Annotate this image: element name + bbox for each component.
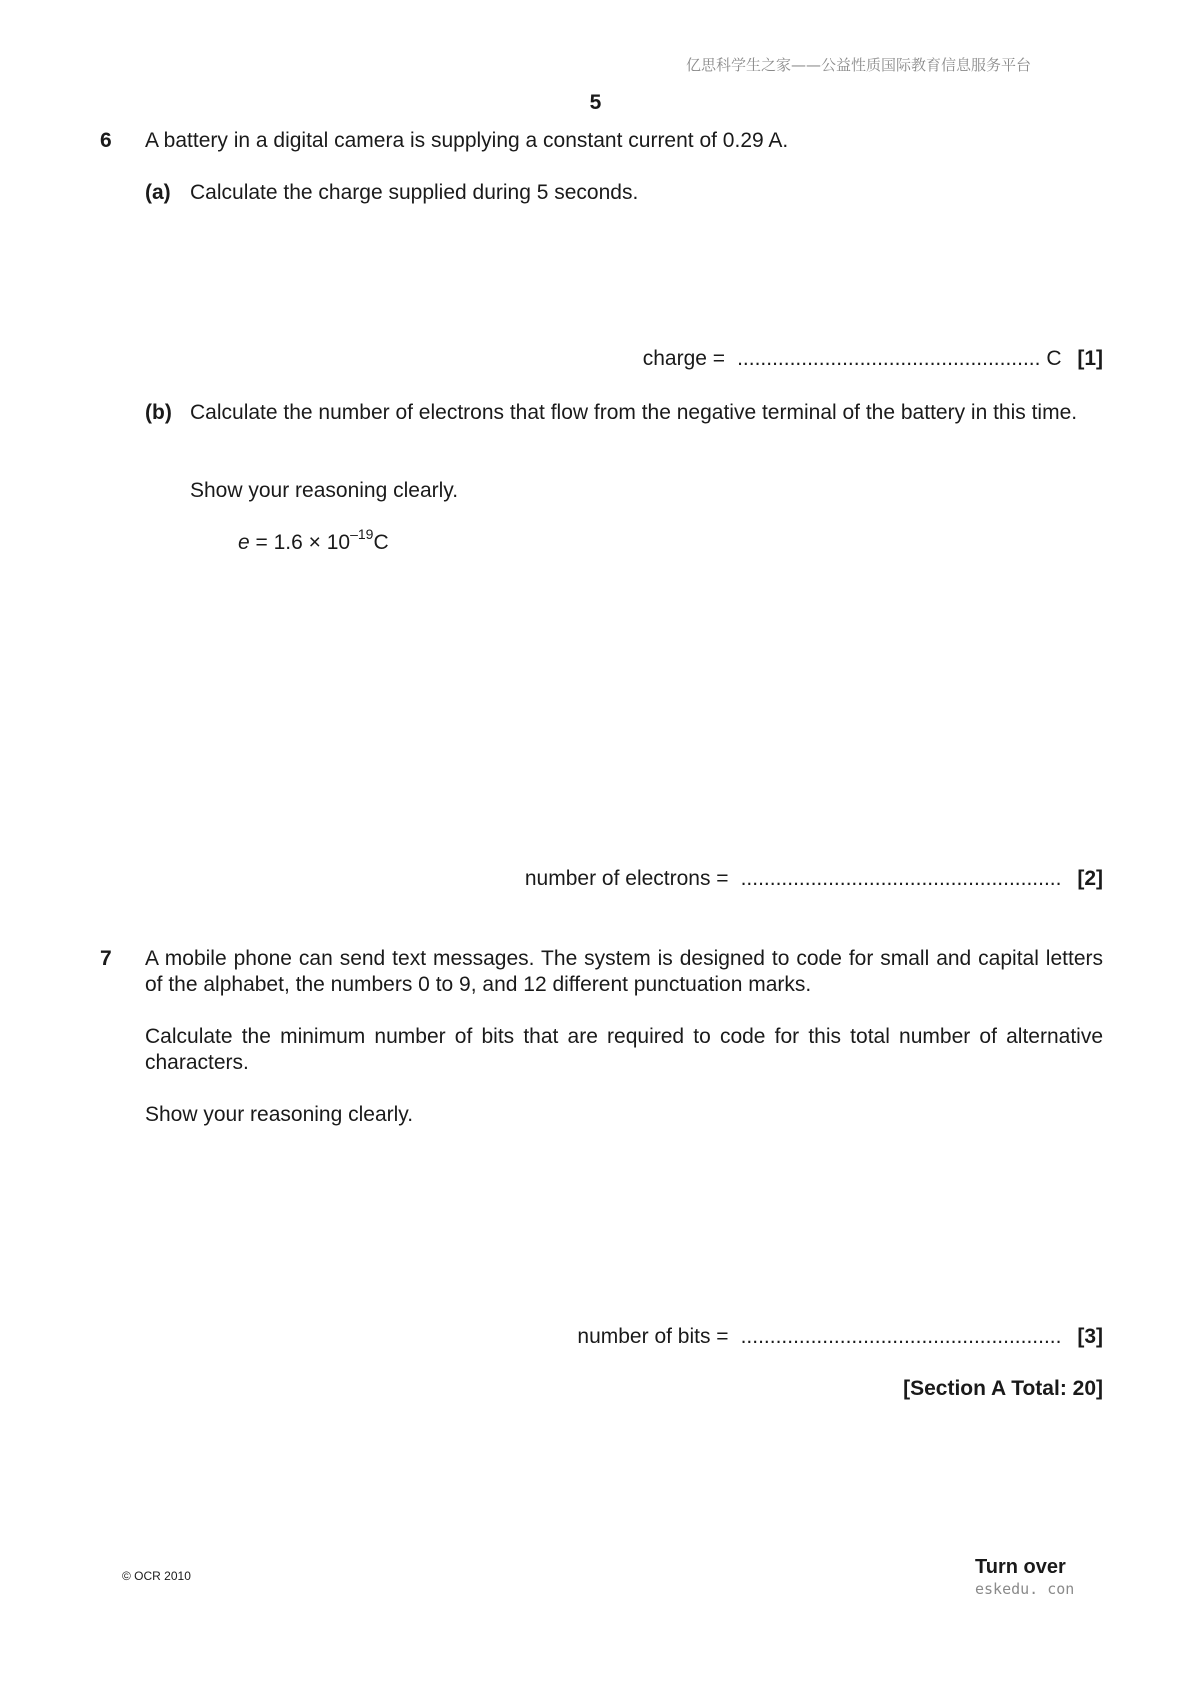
formula-equation: = 1.6 × 10 bbox=[249, 531, 351, 554]
question-6-number: 6 bbox=[100, 129, 112, 152]
question-6a-label: (a) bbox=[145, 181, 171, 204]
answer-dots: ....................................................... bbox=[740, 1325, 1062, 1348]
answer-dots: ....................................................... bbox=[740, 867, 1062, 890]
turn-over: Turn over bbox=[975, 1556, 1066, 1578]
answer-prefix: number of bits = bbox=[577, 1325, 729, 1348]
formula-electron-charge bbox=[238, 526, 389, 556]
question-6b-label: (b) bbox=[145, 401, 172, 424]
formula-variable: e bbox=[238, 531, 250, 554]
marks-badge: [1] bbox=[1077, 347, 1103, 370]
answer-line-charge bbox=[643, 346, 1103, 372]
watermark-bottom: eskedu. con bbox=[975, 1580, 1075, 1598]
marks-badge: [3] bbox=[1077, 1325, 1103, 1348]
question-6-stem: A battery in a digital camera is supplying a constant current of 0.29 A. bbox=[145, 129, 789, 152]
answer-prefix: charge = bbox=[642, 347, 726, 370]
question-7-number: 7 bbox=[100, 947, 112, 970]
answer-prefix: number of electrons = bbox=[524, 867, 729, 890]
formula-exponent: –19 bbox=[350, 526, 374, 542]
answer-line-bits bbox=[577, 1324, 1103, 1350]
question-7-text-2: Calculate the minimum number of bits that are required to code for this total number of alternative characters. bbox=[145, 1025, 1103, 1074]
section-total: [Section A Total: 20] bbox=[903, 1377, 1103, 1400]
answer-line-electrons bbox=[525, 866, 1103, 892]
page-number: 5 bbox=[589, 91, 602, 114]
question-6b-text: Calculate the number of electrons that flow from the negative terminal of the battery in this time. bbox=[190, 401, 1078, 424]
marks-badge: [2] bbox=[1077, 867, 1103, 890]
question-7-instruction: Show your reasoning clearly. bbox=[145, 1103, 414, 1126]
question-6a-text: Calculate the charge supplied during 5 seconds. bbox=[190, 181, 639, 204]
question-6b-instruction: Show your reasoning clearly. bbox=[190, 479, 459, 502]
answer-dots: .................................................... bbox=[737, 347, 1041, 370]
answer-unit: C bbox=[1046, 347, 1062, 370]
copyright: © OCR 2010 bbox=[122, 1569, 191, 1583]
watermark-top: 亿思科学生之家——公益性质国际教育信息服务平台 bbox=[686, 56, 1032, 74]
question-7-text-1: A mobile phone can send text messages. The system is designed to code for small and capital letters of the alphabet, the numbers 0 to 9, and 12 different punctuation marks. bbox=[145, 947, 1103, 996]
formula-unit: C bbox=[373, 531, 389, 554]
